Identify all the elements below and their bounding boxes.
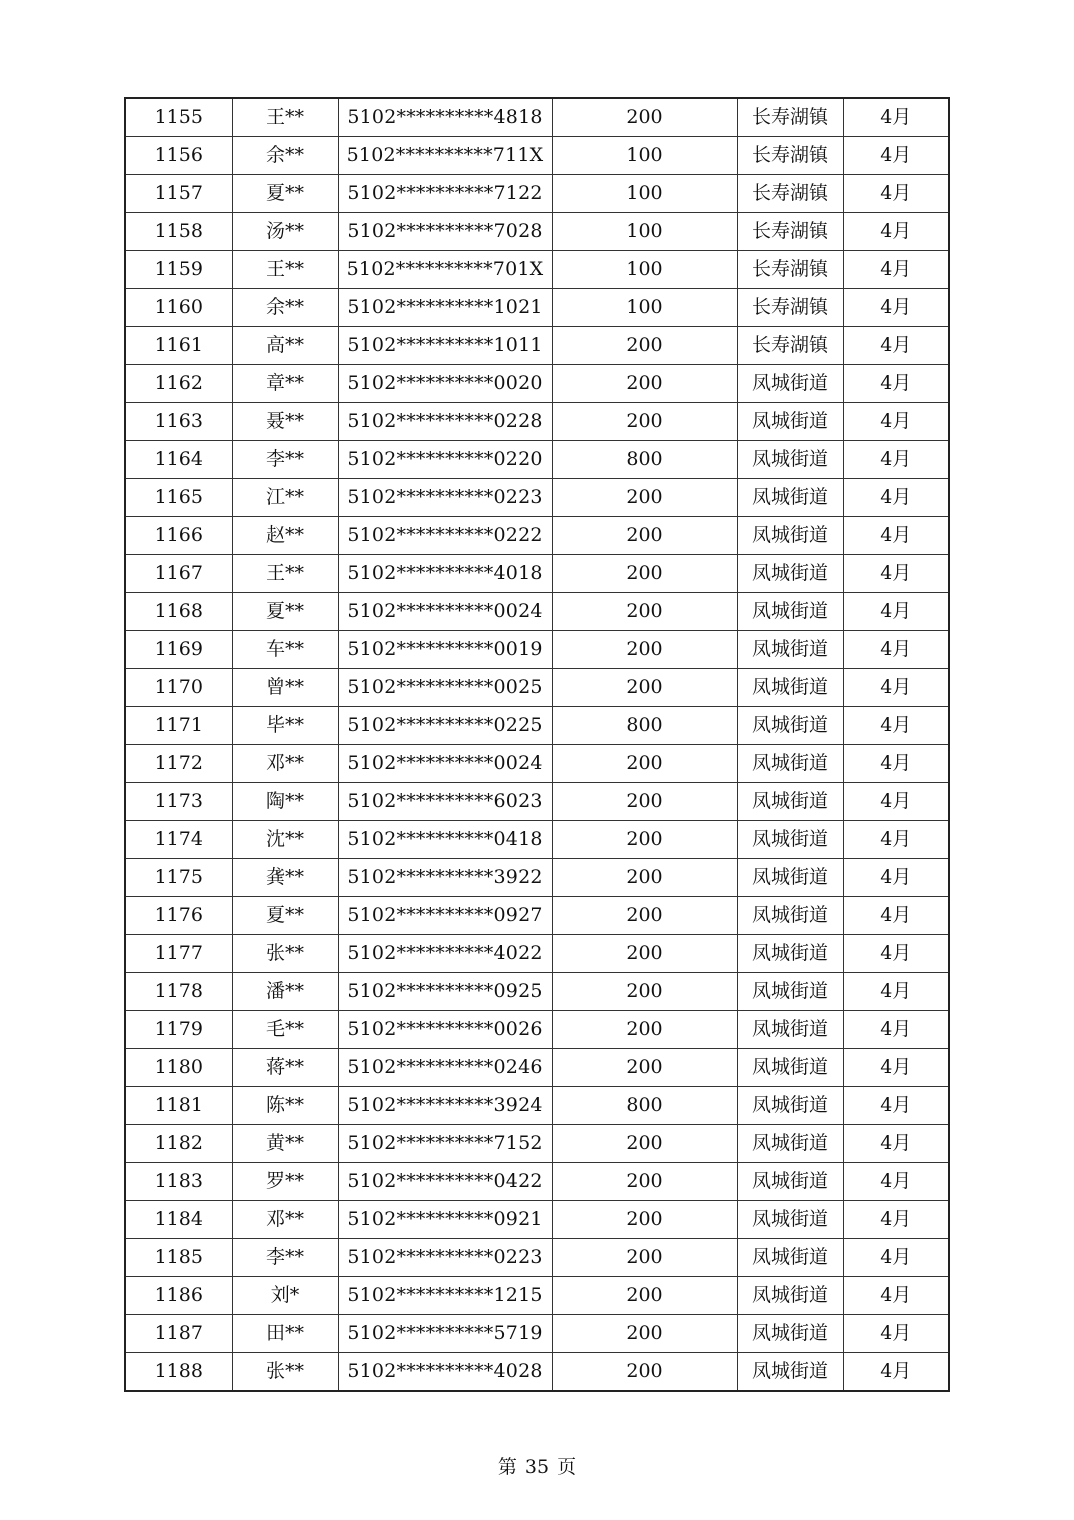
- cell-amount: 200: [552, 555, 737, 593]
- table-row: [125, 897, 949, 935]
- table-row: [125, 593, 949, 631]
- roster-table: [124, 97, 950, 1392]
- table-row: [125, 1163, 949, 1201]
- cell-amount: 200: [552, 517, 737, 555]
- table-row: [125, 707, 949, 745]
- table-row: [125, 935, 949, 973]
- table-row: [125, 1315, 949, 1353]
- cell-name: 陶**: [232, 783, 338, 821]
- cell-id-number: 5102**********0024: [338, 593, 552, 631]
- cell-name: 高**: [232, 327, 338, 365]
- cell-amount: 800: [552, 1087, 737, 1125]
- cell-amount: 200: [552, 1011, 737, 1049]
- cell-id-number: 5102**********1021: [338, 289, 552, 327]
- cell-name: 蒋**: [232, 1049, 338, 1087]
- cell-id-number: 5102**********0228: [338, 403, 552, 441]
- cell-amount: 200: [552, 669, 737, 707]
- cell-name: 张**: [232, 935, 338, 973]
- cell-name: 王**: [232, 251, 338, 289]
- cell-amount: 200: [552, 897, 737, 935]
- cell-area: 凤城街道: [737, 1125, 843, 1163]
- cell-month: 4月: [843, 935, 949, 973]
- cell-amount: 200: [552, 98, 737, 137]
- cell-area: 长寿湖镇: [737, 175, 843, 213]
- cell-month: 4月: [843, 479, 949, 517]
- cell-month: 4月: [843, 859, 949, 897]
- page-footer: [0, 1455, 1074, 1479]
- cell-id-number: 5102**********5719: [338, 1315, 552, 1353]
- table-row: [125, 745, 949, 783]
- cell-id-number: 5102**********0921: [338, 1201, 552, 1239]
- cell-sequence: 1175: [125, 859, 232, 897]
- cell-name: 陈**: [232, 1087, 338, 1125]
- cell-month: 4月: [843, 403, 949, 441]
- cell-amount: 200: [552, 859, 737, 897]
- table-row: [125, 1087, 949, 1125]
- cell-area: 凤城街道: [737, 897, 843, 935]
- cell-sequence: 1156: [125, 137, 232, 175]
- table-row: [125, 175, 949, 213]
- cell-sequence: 1165: [125, 479, 232, 517]
- cell-month: 4月: [843, 517, 949, 555]
- cell-name: 潘**: [232, 973, 338, 1011]
- page-number: 35: [524, 1456, 550, 1478]
- cell-amount: 100: [552, 137, 737, 175]
- table-row: [125, 98, 949, 137]
- cell-amount: 200: [552, 593, 737, 631]
- cell-area: 凤城街道: [737, 403, 843, 441]
- table-row: [125, 1201, 949, 1239]
- cell-area: 凤城街道: [737, 1201, 843, 1239]
- cell-id-number: 5102**********7122: [338, 175, 552, 213]
- cell-amount: 200: [552, 1201, 737, 1239]
- table-row: [125, 441, 949, 479]
- cell-amount: 200: [552, 403, 737, 441]
- table-row: [125, 821, 949, 859]
- table-row: [125, 479, 949, 517]
- cell-name: 江**: [232, 479, 338, 517]
- cell-amount: 100: [552, 289, 737, 327]
- cell-month: 4月: [843, 783, 949, 821]
- cell-area: 凤城街道: [737, 1239, 843, 1277]
- cell-sequence: 1160: [125, 289, 232, 327]
- cell-area: 凤城街道: [737, 1011, 843, 1049]
- cell-id-number: 5102**********4022: [338, 935, 552, 973]
- cell-sequence: 1174: [125, 821, 232, 859]
- cell-id-number: 5102**********3922: [338, 859, 552, 897]
- cell-amount: 200: [552, 479, 737, 517]
- cell-sequence: 1162: [125, 365, 232, 403]
- cell-sequence: 1169: [125, 631, 232, 669]
- cell-name: 聂**: [232, 403, 338, 441]
- cell-name: 张**: [232, 1353, 338, 1392]
- cell-sequence: 1157: [125, 175, 232, 213]
- cell-month: 4月: [843, 1163, 949, 1201]
- cell-sequence: 1185: [125, 1239, 232, 1277]
- cell-sequence: 1170: [125, 669, 232, 707]
- cell-amount: 200: [552, 1353, 737, 1392]
- cell-area: 凤城街道: [737, 517, 843, 555]
- cell-area: 凤城街道: [737, 365, 843, 403]
- cell-amount: 800: [552, 707, 737, 745]
- cell-sequence: 1166: [125, 517, 232, 555]
- table-row: [125, 631, 949, 669]
- cell-area: 凤城街道: [737, 821, 843, 859]
- cell-sequence: 1176: [125, 897, 232, 935]
- cell-month: 4月: [843, 707, 949, 745]
- cell-area: 凤城街道: [737, 973, 843, 1011]
- table-row: [125, 403, 949, 441]
- cell-sequence: 1188: [125, 1353, 232, 1392]
- cell-month: 4月: [843, 1353, 949, 1392]
- cell-area: 凤城街道: [737, 1087, 843, 1125]
- cell-id-number: 5102**********701X: [338, 251, 552, 289]
- cell-month: 4月: [843, 555, 949, 593]
- cell-sequence: 1155: [125, 98, 232, 137]
- cell-month: 4月: [843, 1087, 949, 1125]
- cell-amount: 100: [552, 175, 737, 213]
- cell-sequence: 1183: [125, 1163, 232, 1201]
- roster-table-body: [125, 98, 949, 1391]
- table-row: [125, 251, 949, 289]
- cell-sequence: 1163: [125, 403, 232, 441]
- cell-month: 4月: [843, 745, 949, 783]
- cell-area: 凤城街道: [737, 1049, 843, 1087]
- cell-id-number: 5102**********7152: [338, 1125, 552, 1163]
- cell-month: 4月: [843, 631, 949, 669]
- table-row: [125, 1277, 949, 1315]
- cell-name: 黄**: [232, 1125, 338, 1163]
- footer-suffix: 页: [557, 1456, 577, 1478]
- cell-amount: 200: [552, 1049, 737, 1087]
- cell-name: 夏**: [232, 175, 338, 213]
- table-row: [125, 1239, 949, 1277]
- cell-name: 汤**: [232, 213, 338, 251]
- cell-sequence: 1173: [125, 783, 232, 821]
- cell-id-number: 5102**********711X: [338, 137, 552, 175]
- cell-name: 赵**: [232, 517, 338, 555]
- cell-area: 凤城街道: [737, 479, 843, 517]
- cell-amount: 100: [552, 251, 737, 289]
- cell-area: 长寿湖镇: [737, 213, 843, 251]
- cell-sequence: 1187: [125, 1315, 232, 1353]
- cell-id-number: 5102**********3924: [338, 1087, 552, 1125]
- table-row: [125, 669, 949, 707]
- table-row: [125, 1353, 949, 1392]
- cell-area: 凤城街道: [737, 935, 843, 973]
- cell-id-number: 5102**********0222: [338, 517, 552, 555]
- footer-prefix: 第: [497, 1456, 517, 1478]
- cell-month: 4月: [843, 1049, 949, 1087]
- cell-area: 凤城街道: [737, 631, 843, 669]
- cell-name: 曾**: [232, 669, 338, 707]
- cell-amount: 200: [552, 327, 737, 365]
- table-row: [125, 1125, 949, 1163]
- cell-id-number: 5102**********0024: [338, 745, 552, 783]
- cell-amount: 200: [552, 1277, 737, 1315]
- cell-name: 章**: [232, 365, 338, 403]
- cell-id-number: 5102**********4818: [338, 98, 552, 137]
- cell-id-number: 5102**********6023: [338, 783, 552, 821]
- cell-name: 夏**: [232, 897, 338, 935]
- cell-area: 长寿湖镇: [737, 251, 843, 289]
- cell-name: 毕**: [232, 707, 338, 745]
- cell-sequence: 1171: [125, 707, 232, 745]
- cell-id-number: 5102**********0025: [338, 669, 552, 707]
- cell-month: 4月: [843, 175, 949, 213]
- cell-amount: 200: [552, 821, 737, 859]
- cell-area: 凤城街道: [737, 669, 843, 707]
- cell-area: 凤城街道: [737, 1353, 843, 1392]
- cell-month: 4月: [843, 669, 949, 707]
- cell-amount: 200: [552, 745, 737, 783]
- cell-area: 长寿湖镇: [737, 98, 843, 137]
- cell-amount: 200: [552, 783, 737, 821]
- cell-name: 邓**: [232, 745, 338, 783]
- cell-month: 4月: [843, 289, 949, 327]
- cell-area: 长寿湖镇: [737, 289, 843, 327]
- cell-area: 凤城街道: [737, 859, 843, 897]
- cell-sequence: 1168: [125, 593, 232, 631]
- cell-month: 4月: [843, 137, 949, 175]
- cell-id-number: 5102**********7028: [338, 213, 552, 251]
- cell-name: 罗**: [232, 1163, 338, 1201]
- cell-month: 4月: [843, 365, 949, 403]
- cell-sequence: 1164: [125, 441, 232, 479]
- cell-id-number: 5102**********0246: [338, 1049, 552, 1087]
- cell-amount: 200: [552, 973, 737, 1011]
- cell-sequence: 1181: [125, 1087, 232, 1125]
- cell-name: 李**: [232, 441, 338, 479]
- cell-id-number: 5102**********1011: [338, 327, 552, 365]
- table-row: [125, 1049, 949, 1087]
- cell-name: 车**: [232, 631, 338, 669]
- cell-name: 龚**: [232, 859, 338, 897]
- table-row: [125, 137, 949, 175]
- cell-amount: 800: [552, 441, 737, 479]
- cell-month: 4月: [843, 897, 949, 935]
- cell-sequence: 1172: [125, 745, 232, 783]
- cell-month: 4月: [843, 821, 949, 859]
- cell-month: 4月: [843, 1201, 949, 1239]
- table-row: [125, 289, 949, 327]
- cell-name: 王**: [232, 98, 338, 137]
- cell-area: 凤城街道: [737, 441, 843, 479]
- cell-sequence: 1179: [125, 1011, 232, 1049]
- cell-month: 4月: [843, 441, 949, 479]
- cell-amount: 200: [552, 1163, 737, 1201]
- cell-id-number: 5102**********0020: [338, 365, 552, 403]
- cell-id-number: 5102**********0019: [338, 631, 552, 669]
- cell-month: 4月: [843, 213, 949, 251]
- cell-id-number: 5102**********0225: [338, 707, 552, 745]
- cell-month: 4月: [843, 1239, 949, 1277]
- table-row: [125, 327, 949, 365]
- cell-area: 凤城街道: [737, 1315, 843, 1353]
- cell-name: 余**: [232, 289, 338, 327]
- cell-sequence: 1158: [125, 213, 232, 251]
- cell-area: 凤城街道: [737, 593, 843, 631]
- cell-amount: 100: [552, 213, 737, 251]
- cell-id-number: 5102**********0927: [338, 897, 552, 935]
- cell-amount: 200: [552, 1239, 737, 1277]
- cell-area: 凤城街道: [737, 1163, 843, 1201]
- cell-month: 4月: [843, 327, 949, 365]
- cell-month: 4月: [843, 1011, 949, 1049]
- cell-amount: 200: [552, 365, 737, 403]
- cell-area: 凤城街道: [737, 783, 843, 821]
- cell-month: 4月: [843, 1125, 949, 1163]
- cell-name: 余**: [232, 137, 338, 175]
- table-row: [125, 365, 949, 403]
- table-row: [125, 859, 949, 897]
- cell-sequence: 1177: [125, 935, 232, 973]
- cell-id-number: 5102**********4028: [338, 1353, 552, 1392]
- cell-name: 邓**: [232, 1201, 338, 1239]
- table-row: [125, 517, 949, 555]
- table-row: [125, 213, 949, 251]
- cell-name: 夏**: [232, 593, 338, 631]
- cell-area: 凤城街道: [737, 1277, 843, 1315]
- cell-area: 凤城街道: [737, 555, 843, 593]
- cell-area: 凤城街道: [737, 707, 843, 745]
- cell-id-number: 5102**********1215: [338, 1277, 552, 1315]
- cell-id-number: 5102**********4018: [338, 555, 552, 593]
- cell-name: 李**: [232, 1239, 338, 1277]
- table-row: [125, 1011, 949, 1049]
- cell-area: 长寿湖镇: [737, 137, 843, 175]
- cell-id-number: 5102**********0220: [338, 441, 552, 479]
- cell-area: 凤城街道: [737, 745, 843, 783]
- cell-sequence: 1178: [125, 973, 232, 1011]
- table-row: [125, 973, 949, 1011]
- cell-sequence: 1159: [125, 251, 232, 289]
- cell-name: 沈**: [232, 821, 338, 859]
- cell-name: 刘*: [232, 1277, 338, 1315]
- cell-sequence: 1184: [125, 1201, 232, 1239]
- cell-id-number: 5102**********0418: [338, 821, 552, 859]
- cell-id-number: 5102**********0422: [338, 1163, 552, 1201]
- table-row: [125, 783, 949, 821]
- cell-month: 4月: [843, 251, 949, 289]
- cell-month: 4月: [843, 98, 949, 137]
- cell-month: 4月: [843, 593, 949, 631]
- cell-month: 4月: [843, 1315, 949, 1353]
- cell-sequence: 1180: [125, 1049, 232, 1087]
- cell-sequence: 1186: [125, 1277, 232, 1315]
- cell-id-number: 5102**********0026: [338, 1011, 552, 1049]
- cell-sequence: 1167: [125, 555, 232, 593]
- cell-sequence: 1182: [125, 1125, 232, 1163]
- cell-id-number: 5102**********0223: [338, 1239, 552, 1277]
- table-row: [125, 555, 949, 593]
- cell-area: 长寿湖镇: [737, 327, 843, 365]
- cell-month: 4月: [843, 973, 949, 1011]
- cell-month: 4月: [843, 1277, 949, 1315]
- cell-name: 王**: [232, 555, 338, 593]
- cell-sequence: 1161: [125, 327, 232, 365]
- cell-amount: 200: [552, 1315, 737, 1353]
- cell-amount: 200: [552, 631, 737, 669]
- cell-name: 田**: [232, 1315, 338, 1353]
- cell-name: 毛**: [232, 1011, 338, 1049]
- cell-amount: 200: [552, 935, 737, 973]
- cell-id-number: 5102**********0223: [338, 479, 552, 517]
- cell-id-number: 5102**********0925: [338, 973, 552, 1011]
- cell-amount: 200: [552, 1125, 737, 1163]
